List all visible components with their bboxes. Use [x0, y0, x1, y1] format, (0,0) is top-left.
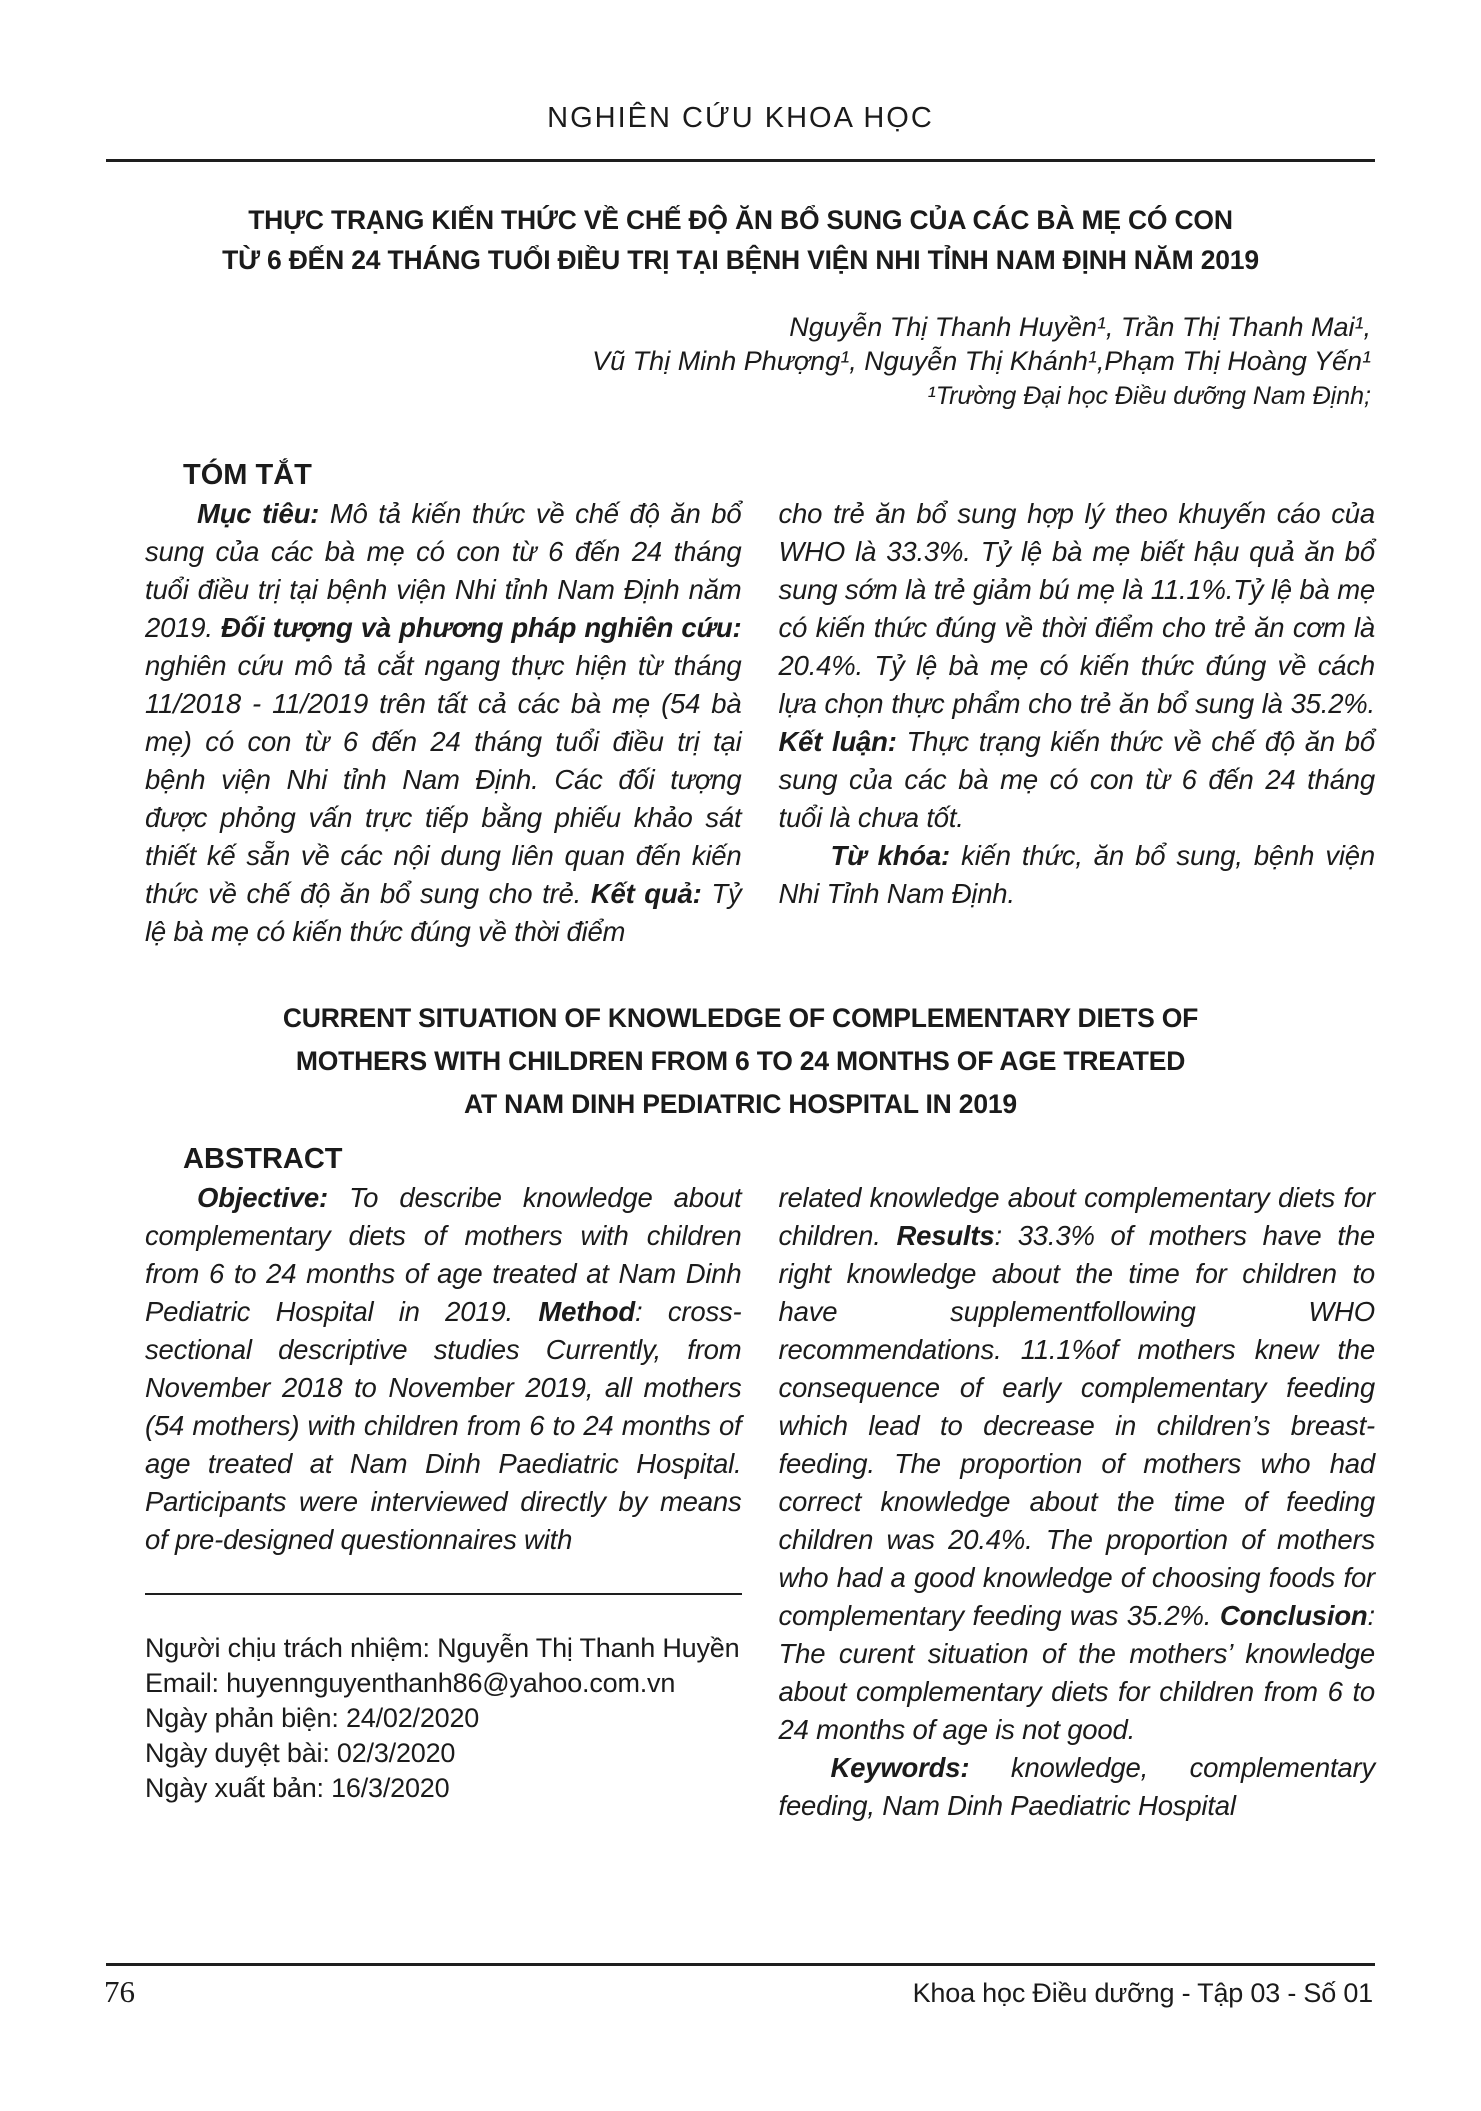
text-run: Thực trạng kiến thức về chế độ ăn bổ sung của các bà mẹ có con từ 6 đến 24 tháng tuổi là chưa tốt.: [778, 726, 1376, 833]
text-run: knowledge, complementary feeding, Nam Dinh Paediatric Hospital: [778, 1752, 1375, 1821]
keywords-vi: [779, 837, 1376, 913]
lead-in-muc-tieu: Mục tiêu:: [197, 498, 330, 529]
article-title-en-line-2: MOTHERS WITH CHILDREN FROM 6 TO 24 MONTHS OF AGE TREATED: [295, 1046, 1186, 1076]
lead-in-ket-luan: Kết luận:: [778, 726, 907, 757]
text-run: : cross-sectional descriptive studies Currently, from November 2018 to November 2019, all mothers (54 mothers) with children from 6 to 24 months of age treated at Nam Dinh Paediatric Hospital. Participants were interviewed directly by means of pre-designed questionnaires with: [145, 1296, 742, 1555]
date-accepted: Ngày duyệt bài: 02/3/2020: [145, 1738, 456, 1768]
text-run: Mô tả kiến thức về chế độ ăn bổ sung của các bà mẹ có con từ 6 đến 24 tháng tuổi điều trị tại bệnh viện Nhi tỉnh Nam Định năm 2019.: [145, 498, 742, 643]
lead-in-doi-tuong-phuong-phap: Đối tượng và phương pháp nghiên cứu:: [220, 612, 742, 643]
abstract-en-heading: ABSTRACT: [183, 1143, 343, 1175]
abstract-en-paragraph-right: [779, 1179, 1376, 1749]
text-run: : The curent situation of the mothers’ knowledge about complementary diets for children from 6 to 24 months of age is not good.: [778, 1600, 1375, 1745]
correspondence-email: Email: huyennguyenthanh86@yahoo.com.vn: [145, 1668, 676, 1698]
lead-in-objective: Objective:: [197, 1182, 350, 1213]
footnote-divider: [145, 1593, 742, 1595]
text-run: cho trẻ ăn bổ sung hợp lý theo khuyến cáo của WHO là 33.3%. Tỷ lệ bà mẹ biết hậu quả ăn bổ sung sớm là trẻ giảm bú mẹ là 11.1%.Tỷ lệ bà mẹ có kiến thức đúng về thời điểm cho trẻ ăn cơm là 20.4%. Tỷ lệ bà mẹ có kiến thức đúng về cách lựa chọn thực phẩm cho trẻ ăn bổ sung là 35.2%.: [778, 498, 1375, 719]
text-run: : 33.3% of mothers have the right knowledge about the time for children to have supplementfollowing WHO recommendations. 11.1%of mothers knew the consequence of early complementary feeding which lead to decrease in children’s breast-feeding. The proportion of mothers who had correct knowledge about the time of feeding children was 20.4%. The proportion of mothers who had a good knowledge of choosing foods for complementary feeding was 35.2%.: [778, 1220, 1375, 1631]
abstract-en-paragraph-left: [145, 1179, 742, 1559]
lead-in-keywords: Keywords:: [830, 1752, 1011, 1783]
abstract-vi-paragraph-left: [145, 495, 742, 951]
date-published: Ngày xuất bản: 16/3/2020: [145, 1773, 450, 1803]
lead-in-conclusion: Conclusion: [1219, 1600, 1368, 1631]
author-list: [0, 310, 1371, 378]
text-run: kiến thức, ăn bổ sung, bệnh viện Nhi Tỉnh Nam Định.: [778, 840, 1375, 909]
journal-title: Khoa học Điều dưỡng - Tập 03 - Số 01: [912, 1978, 1373, 2008]
author-line-2: Vũ Thị Minh Phượng¹, Nguyễn Thị Khánh¹,Phạm Thị Hoàng Yến¹: [592, 346, 1371, 376]
abstract-en-section: [145, 1139, 1375, 1825]
page-footer: [104, 1974, 1373, 2010]
running-header: NGHIÊN CỨU KHOA HỌC: [547, 102, 934, 134]
article-title-vi: [70, 200, 1411, 280]
abstract-vi-paragraph-right: [779, 495, 1376, 837]
text-run: related knowledge about complementary diets for children.: [778, 1182, 1375, 1251]
correspondence-responsible: Người chịu trách nhiệm: Nguyễn Thị Thanh Huyền: [145, 1633, 740, 1663]
article-title-vi-line-2: TỪ 6 ĐẾN 24 THÁNG TUỔI ĐIỀU TRỊ TẠI BỆNH VIỆN NHI TỈNH NAM ĐỊNH NĂM 2019: [222, 245, 1259, 275]
text-run: nghiên cứu mô tả cắt ngang thực hiện từ tháng 11/2018 - 11/2019 trên tất cả các bà mẹ (54 bà mẹ) có con từ 6 đến 24 tháng tuổi điều trị tại bệnh viện Nhi tỉnh Nam Định. Các đối tượng được phỏng vấn trực tiếp bằng phiếu khảo sát thiết kế sẵn về các nội dung liên quan đến kiến thức về chế độ ăn bổ sung cho trẻ.: [145, 650, 742, 909]
abstract-vi-section: [145, 455, 1375, 951]
abstract-vi-heading: TÓM TẮT: [183, 459, 312, 491]
abstract-vi-left-column: [145, 455, 742, 951]
lead-in-tu-khoa: Từ khóa:: [830, 840, 962, 871]
page-footer-area: [0, 1963, 1481, 2010]
lead-in-ket-qua: Kết quả:: [590, 878, 712, 909]
author-affiliation: ¹Trường Đại học Điều dưỡng Nam Định;: [927, 382, 1371, 410]
article-title-en-line-3: AT NAM DINH PEDIATRIC HOSPITAL IN 2019: [464, 1089, 1017, 1119]
abstract-en-left-column: [145, 1139, 742, 1825]
lead-in-method: Method: [538, 1296, 635, 1327]
article-title-en-line-1: CURRENT SITUATION OF KNOWLEDGE OF COMPLEMENTARY DIETS OF: [282, 1003, 1199, 1033]
article-title-en: [70, 997, 1411, 1126]
header-rule: [106, 159, 1375, 162]
text-run: To describe knowledge about complementary diets of mothers with children from 6 to 24 months of age treated at Nam Dinh Pediatric Hospital in 2019.: [145, 1182, 742, 1327]
keywords-en: [779, 1749, 1376, 1825]
article-title-vi-line-1: THỰC TRẠNG KIẾN THỨC VỀ CHẾ ĐỘ ĂN BỔ SUNG CỦA CÁC BÀ MẸ CÓ CON: [248, 205, 1233, 235]
page-number: 76: [104, 1974, 135, 2009]
text-run: Tỷ lệ bà mẹ có kiến thức đúng về thời điểm: [145, 878, 742, 947]
lead-in-results: Results: [896, 1220, 995, 1251]
date-reviewed: Ngày phản biện: 24/02/2020: [145, 1703, 480, 1733]
abstract-vi-right-column: [779, 455, 1376, 951]
abstract-en-right-column: [779, 1139, 1376, 1825]
footer-rule: [106, 1963, 1375, 1966]
author-line-1: Nguyễn Thị Thanh Huyền¹, Trần Thị Thanh Mai¹,: [789, 312, 1371, 342]
correspondence-block: [145, 1631, 742, 1806]
